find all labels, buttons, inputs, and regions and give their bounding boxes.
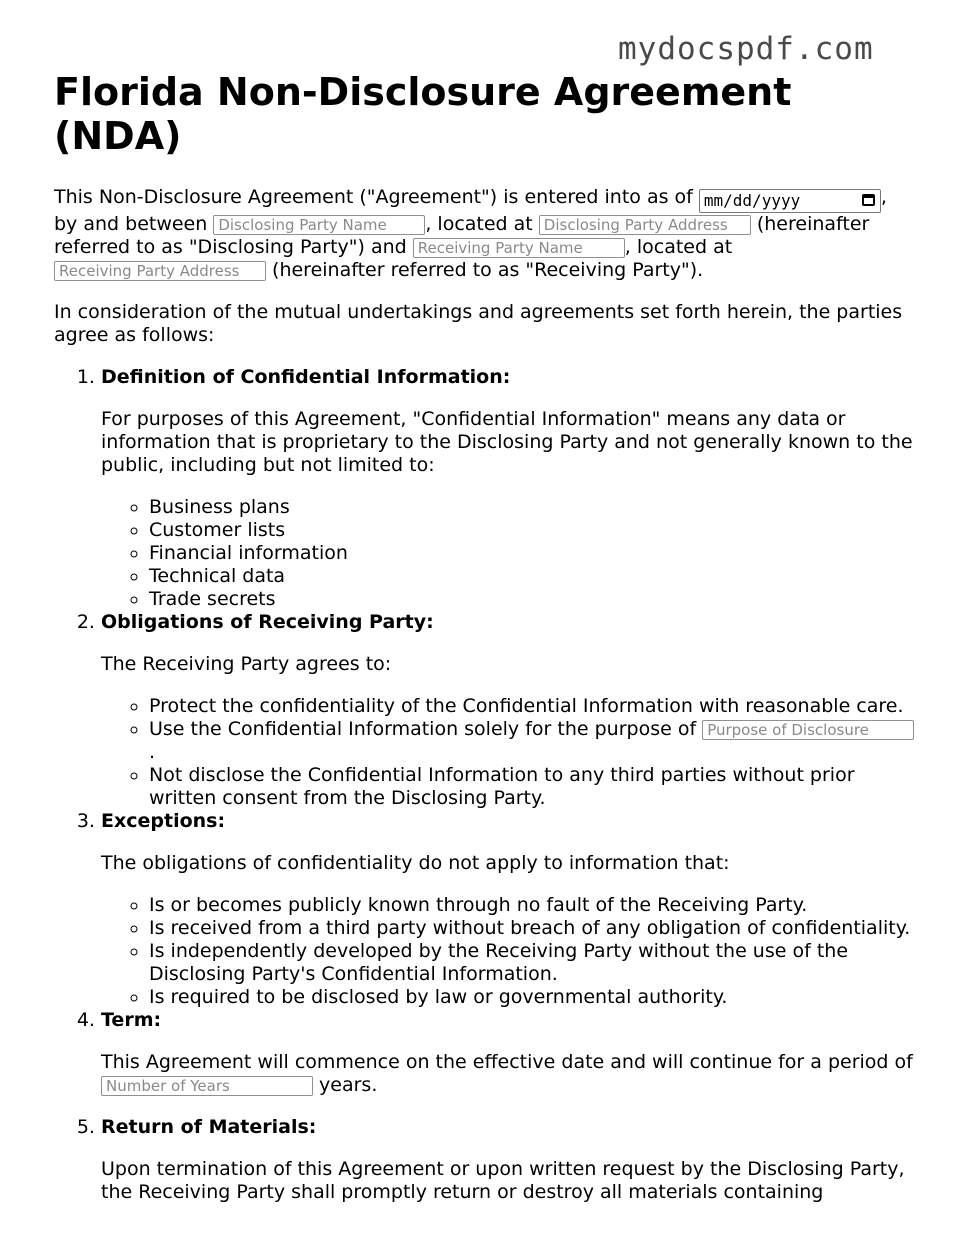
- list-item: ◦ Not disclose the Confidential Information to any third parties without prior written consent from the Disclosing Party.: [149, 764, 916, 810]
- intro-text-2: , by and between: [54, 186, 887, 235]
- section-title: 4. Term:: [101, 1009, 162, 1031]
- calendar-icon[interactable]: [862, 194, 875, 206]
- effective-date-input[interactable]: [699, 189, 881, 213]
- section-obligations: [101, 611, 916, 810]
- section-body: The obligations of confidentiality do not apply to information that:: [101, 852, 730, 874]
- section-body: Upon termination of this Agreement or upon written request by the Disclosing Party, the Receiving Party shall promptly return or destroy all materials containing: [101, 1158, 905, 1203]
- list-item: ◦ Trade secrets: [149, 588, 916, 611]
- section-definition: [101, 366, 916, 611]
- list-item: [149, 718, 916, 764]
- number-of-years-input[interactable]: [101, 1076, 313, 1096]
- purpose-text: Use the Confidential Information solely for the purpose of: [149, 718, 703, 740]
- section-title: 2. Obligations of Receiving Party:: [101, 611, 434, 633]
- intro-text-1: This Non-Disclosure Agreement ("Agreement") is entered into as of: [54, 186, 699, 208]
- section-term: [101, 1009, 916, 1097]
- intro-text-5: , located at: [624, 236, 733, 258]
- section-body: The Receiving Party agrees to:: [101, 653, 392, 675]
- list-item: ◦ Business plans: [149, 496, 916, 519]
- list-item: ◦ Is required to be disclosed by law or governmental authority.: [149, 986, 916, 1009]
- list-item: ◦ Is independently developed by the Receiving Party without the use of the Disclosing Party's Confidential Information.: [149, 940, 916, 986]
- section-body: [101, 1051, 916, 1097]
- section-title: 1. Definition of Confidential Information:: [101, 366, 511, 388]
- page-title: Florida Non-Disclosure Agreement (NDA): [54, 70, 792, 158]
- section-exceptions: [101, 810, 916, 1009]
- section-return-materials: [101, 1116, 916, 1204]
- purpose-period: .: [149, 741, 156, 763]
- date-placeholder: mm/dd/yyyy: [703, 191, 801, 210]
- list-item: ◦ Financial information: [149, 542, 916, 565]
- disclosing-party-address-input[interactable]: [539, 215, 751, 235]
- disclosing-party-name-input[interactable]: [213, 215, 425, 235]
- exceptions-list: [101, 894, 916, 1009]
- receiving-party-address-input[interactable]: [54, 261, 266, 281]
- term-text-end: years.: [313, 1074, 378, 1096]
- list-item: ◦ Customer lists: [149, 519, 916, 542]
- purpose-of-disclosure-input[interactable]: [702, 720, 914, 740]
- intro-text-6: (hereinafter referred to as "Receiving Party").: [266, 259, 704, 281]
- list-item: ◦ Technical data: [149, 565, 916, 588]
- obligations-list: [101, 695, 916, 810]
- list-item: ◦ Protect the confidentiality of the Confidential Information with reasonable care.: [149, 695, 916, 718]
- list-item: ◦ Is received from a third party without breach of any obligation of confidentiality.: [149, 917, 916, 940]
- confidential-items-list: [101, 496, 916, 611]
- intro-paragraph: [54, 186, 916, 282]
- intro-text-4: (hereinafter referred to as "Disclosing Party") and: [54, 213, 870, 258]
- watermark: mydocspdf.com: [618, 31, 874, 67]
- document-body: [54, 186, 916, 1223]
- sections-list: [54, 366, 916, 1204]
- consideration-paragraph: In consideration of the mutual undertakings and agreements set forth herein, the parties agree as follows:: [54, 301, 903, 346]
- list-item: ◦ Is or becomes publicly known through no fault of the Receiving Party.: [149, 894, 916, 917]
- receiving-party-name-input[interactable]: [413, 238, 625, 258]
- section-title: 5. Return of Materials:: [101, 1116, 317, 1138]
- section-title: 3. Exceptions:: [101, 810, 226, 832]
- section-body: For purposes of this Agreement, "Confidential Information" means any data or information that is proprietary to the Disclosing Party and not generally known to the public, including but not limited to:: [101, 408, 913, 476]
- term-text: This Agreement will commence on the effective date and will continue for a period of: [101, 1051, 913, 1073]
- intro-text-3: , located at: [425, 213, 539, 235]
